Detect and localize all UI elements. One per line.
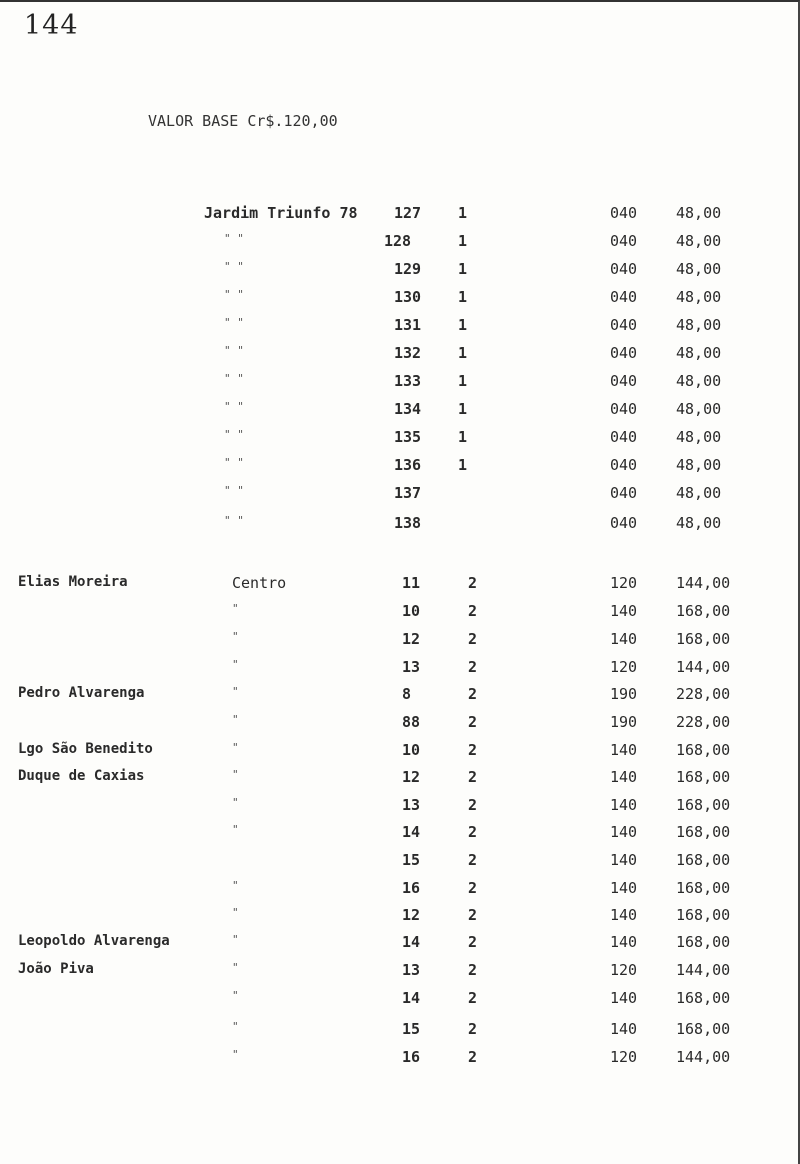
area-cell: 140 <box>610 906 638 924</box>
lot-cell: 13 <box>402 658 421 676</box>
table-row <box>0 768 800 792</box>
area-cell: 040 <box>610 372 638 390</box>
quantity-cell: 2 <box>468 961 478 979</box>
area-cell: 140 <box>610 741 638 759</box>
page-number: 144 <box>24 10 79 41</box>
quantity-cell: 2 <box>468 658 478 676</box>
neighborhood-cell: " " <box>224 232 244 245</box>
neighborhood-cell: " " <box>224 260 244 273</box>
lot-cell: 11 <box>402 574 421 592</box>
table-row <box>0 823 800 847</box>
quantity-cell: 1 <box>458 456 468 474</box>
table-row <box>0 658 800 682</box>
lot-cell: 13 <box>402 796 421 814</box>
quantity-cell: 1 <box>458 372 468 390</box>
quantity-cell: 2 <box>468 713 478 731</box>
street-cell: Leopoldo Alvarenga <box>18 933 170 949</box>
value-cell: 168,00 <box>676 741 731 759</box>
area-cell: 140 <box>610 1020 638 1038</box>
quantity-cell: 2 <box>468 989 478 1007</box>
lot-cell: 10 <box>402 602 421 620</box>
area-cell: 140 <box>610 630 638 648</box>
neighborhood-cell: Jardim Triunfo 78 <box>204 204 358 222</box>
value-cell: 228,00 <box>676 713 731 731</box>
neighborhood-cell: " <box>232 961 239 974</box>
value-cell: 168,00 <box>676 933 731 951</box>
neighborhood-cell: " <box>232 602 239 615</box>
neighborhood-cell: " " <box>224 372 244 385</box>
lot-cell: 16 <box>402 1048 421 1066</box>
lot-cell: 12 <box>402 906 421 924</box>
area-cell: 040 <box>610 232 638 250</box>
area-cell: 040 <box>610 428 638 446</box>
lot-cell: 134 <box>394 400 422 418</box>
neighborhood-cell: " <box>232 796 239 809</box>
lot-cell: 136 <box>394 456 422 474</box>
table-row <box>0 851 800 875</box>
area-cell: 140 <box>610 851 638 869</box>
quantity-cell: 2 <box>468 906 478 924</box>
area-cell: 120 <box>610 1048 638 1066</box>
table-row <box>0 713 800 737</box>
quantity-cell: 2 <box>468 823 478 841</box>
neighborhood-cell: " " <box>224 316 244 329</box>
table-row <box>0 961 800 985</box>
neighborhood-cell: " <box>232 989 239 1002</box>
neighborhood-cell: " <box>232 741 239 754</box>
street-cell: João Piva <box>18 961 94 977</box>
table-row <box>0 630 800 654</box>
table-row <box>0 288 800 312</box>
table-row <box>0 514 800 538</box>
table-row <box>0 574 800 598</box>
quantity-cell: 2 <box>468 574 478 592</box>
area-cell: 140 <box>610 768 638 786</box>
neighborhood-cell: " <box>232 906 239 919</box>
table-row <box>0 456 800 480</box>
lot-cell: 16 <box>402 879 421 897</box>
value-cell: 168,00 <box>676 1020 731 1038</box>
quantity-cell: 2 <box>468 1020 478 1038</box>
street-cell: Duque de Caxias <box>18 768 145 784</box>
area-cell: 120 <box>610 961 638 979</box>
value-cell: 168,00 <box>676 906 731 924</box>
quantity-cell: 2 <box>468 685 478 703</box>
area-cell: 040 <box>610 204 638 222</box>
value-cell: 168,00 <box>676 796 731 814</box>
quantity-cell: 2 <box>468 768 478 786</box>
value-cell: 48,00 <box>676 400 722 418</box>
table-row <box>0 260 800 284</box>
lot-cell: 128 <box>384 232 412 250</box>
quantity-cell: 2 <box>468 851 478 869</box>
neighborhood-cell: " <box>232 685 239 698</box>
table-row <box>0 344 800 368</box>
table-row <box>0 232 800 256</box>
lot-cell: 14 <box>402 823 421 841</box>
neighborhood-cell: " " <box>224 428 244 441</box>
area-cell: 040 <box>610 456 638 474</box>
value-cell: 168,00 <box>676 823 731 841</box>
neighborhood-cell: Centro <box>232 574 287 592</box>
quantity-cell: 1 <box>458 232 468 250</box>
table-row <box>0 1020 800 1044</box>
neighborhood-cell: " <box>232 933 239 946</box>
area-cell: 140 <box>610 823 638 841</box>
value-cell: 228,00 <box>676 685 731 703</box>
lot-cell: 132 <box>394 344 422 362</box>
area-cell: 120 <box>610 658 638 676</box>
value-cell: 48,00 <box>676 456 722 474</box>
neighborhood-cell: " " <box>224 288 244 301</box>
lot-cell: 131 <box>394 316 422 334</box>
neighborhood-cell: " " <box>224 456 244 469</box>
value-cell: 48,00 <box>676 428 722 446</box>
neighborhood-cell: " " <box>224 400 244 413</box>
street-cell: Elias Moreira <box>18 574 128 590</box>
lot-cell: 14 <box>402 933 421 951</box>
table-row <box>0 879 800 903</box>
quantity-cell: 1 <box>458 344 468 362</box>
table-row <box>0 204 800 228</box>
quantity-cell: 2 <box>468 796 478 814</box>
page-title: VALOR BASE Cr$.120,00 <box>148 112 338 130</box>
table-row <box>0 989 800 1013</box>
quantity-cell: 1 <box>458 400 468 418</box>
quantity-cell: 2 <box>468 933 478 951</box>
lot-cell: 88 <box>402 713 421 731</box>
area-cell: 040 <box>610 288 638 306</box>
street-cell: Pedro Alvarenga <box>18 685 145 701</box>
neighborhood-cell: " " <box>224 484 244 497</box>
area-cell: 040 <box>610 316 638 334</box>
area-cell: 190 <box>610 685 638 703</box>
value-cell: 48,00 <box>676 316 722 334</box>
quantity-cell: 2 <box>468 602 478 620</box>
lot-cell: 8 <box>402 685 412 703</box>
neighborhood-cell: " <box>232 630 239 643</box>
value-cell: 168,00 <box>676 630 731 648</box>
table-row <box>0 602 800 626</box>
lot-cell: 15 <box>402 851 421 869</box>
table-row <box>0 400 800 424</box>
lot-cell: 137 <box>394 484 422 502</box>
area-cell: 140 <box>610 796 638 814</box>
lot-cell: 15 <box>402 1020 421 1038</box>
table-row <box>0 484 800 508</box>
value-cell: 48,00 <box>676 514 722 532</box>
value-cell: 48,00 <box>676 260 722 278</box>
lot-cell: 130 <box>394 288 422 306</box>
table-row <box>0 428 800 452</box>
value-cell: 144,00 <box>676 961 731 979</box>
quantity-cell: 2 <box>468 630 478 648</box>
neighborhood-cell: " " <box>224 514 244 527</box>
value-cell: 168,00 <box>676 602 731 620</box>
neighborhood-cell: " <box>232 713 239 726</box>
quantity-cell: 2 <box>468 879 478 897</box>
value-cell: 144,00 <box>676 574 731 592</box>
area-cell: 140 <box>610 933 638 951</box>
table-row <box>0 685 800 709</box>
value-cell: 48,00 <box>676 372 722 390</box>
quantity-cell: 1 <box>458 288 468 306</box>
table-row <box>0 372 800 396</box>
value-cell: 48,00 <box>676 232 722 250</box>
table-row <box>0 316 800 340</box>
value-cell: 48,00 <box>676 484 722 502</box>
area-cell: 040 <box>610 400 638 418</box>
area-cell: 040 <box>610 484 638 502</box>
value-cell: 168,00 <box>676 768 731 786</box>
lot-cell: 129 <box>394 260 422 278</box>
quantity-cell: 2 <box>468 1048 478 1066</box>
quantity-cell: 1 <box>458 204 468 222</box>
area-cell: 140 <box>610 989 638 1007</box>
value-cell: 168,00 <box>676 989 731 1007</box>
lot-cell: 13 <box>402 961 421 979</box>
table-row <box>0 906 800 930</box>
neighborhood-cell: " <box>232 768 239 781</box>
area-cell: 040 <box>610 514 638 532</box>
lot-cell: 12 <box>402 768 421 786</box>
area-cell: 040 <box>610 260 638 278</box>
area-cell: 140 <box>610 602 638 620</box>
value-cell: 168,00 <box>676 879 731 897</box>
neighborhood-cell: " <box>232 879 239 892</box>
lot-cell: 135 <box>394 428 422 446</box>
quantity-cell: 2 <box>468 741 478 759</box>
neighborhood-cell: " <box>232 823 239 836</box>
lot-cell: 133 <box>394 372 422 390</box>
value-cell: 48,00 <box>676 288 722 306</box>
area-cell: 140 <box>610 879 638 897</box>
lot-cell: 14 <box>402 989 421 1007</box>
neighborhood-cell: " <box>232 1048 239 1061</box>
value-cell: 144,00 <box>676 658 731 676</box>
quantity-cell: 1 <box>458 316 468 334</box>
value-cell: 48,00 <box>676 344 722 362</box>
quantity-cell: 1 <box>458 260 468 278</box>
table-row <box>0 933 800 957</box>
lot-cell: 12 <box>402 630 421 648</box>
area-cell: 040 <box>610 344 638 362</box>
lot-cell: 127 <box>394 204 422 222</box>
table-row <box>0 1048 800 1072</box>
area-cell: 190 <box>610 713 638 731</box>
area-cell: 120 <box>610 574 638 592</box>
neighborhood-cell: " <box>232 658 239 671</box>
quantity-cell: 1 <box>458 428 468 446</box>
value-cell: 168,00 <box>676 851 731 869</box>
value-cell: 48,00 <box>676 204 722 222</box>
lot-cell: 10 <box>402 741 421 759</box>
table-row <box>0 741 800 765</box>
street-cell: Lgo São Benedito <box>18 741 153 757</box>
lot-cell: 138 <box>394 514 422 532</box>
table-row <box>0 796 800 820</box>
neighborhood-cell: " " <box>224 344 244 357</box>
neighborhood-cell: " <box>232 1020 239 1033</box>
value-cell: 144,00 <box>676 1048 731 1066</box>
